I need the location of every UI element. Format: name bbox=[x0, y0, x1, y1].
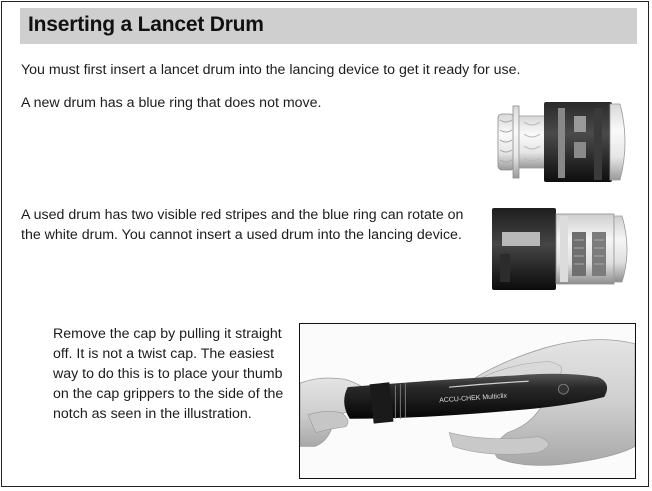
section-header bbox=[20, 8, 637, 44]
used-drum-paragraph: A used drum has two visible red stripes and the blue ring can rotate on the white drum. You cannot insert a used drum into the lancing device. bbox=[21, 207, 464, 243]
section-title: Inserting a Lancet Drum bbox=[28, 13, 264, 36]
remove-cap-photo bbox=[299, 323, 636, 479]
new-drum-paragraph: A new drum has a blue ring that does not move. bbox=[21, 95, 322, 111]
device-brand-label: ACCU-CHEK Multiclix bbox=[439, 392, 508, 405]
intro-paragraph: You must first insert a lancet drum into the lancing device to get it ready for use. bbox=[21, 62, 521, 78]
new-lancet-drum-image bbox=[486, 94, 636, 190]
used-lancet-drum-image bbox=[486, 202, 636, 294]
manual-page bbox=[1, 1, 649, 487]
remove-cap-paragraph: Remove the cap by pulling it straight off. It is not a twist cap. The easiest way to do this is to place your thumb on the cap grippers to the side of the notch as seen in the illustration. bbox=[53, 326, 284, 422]
